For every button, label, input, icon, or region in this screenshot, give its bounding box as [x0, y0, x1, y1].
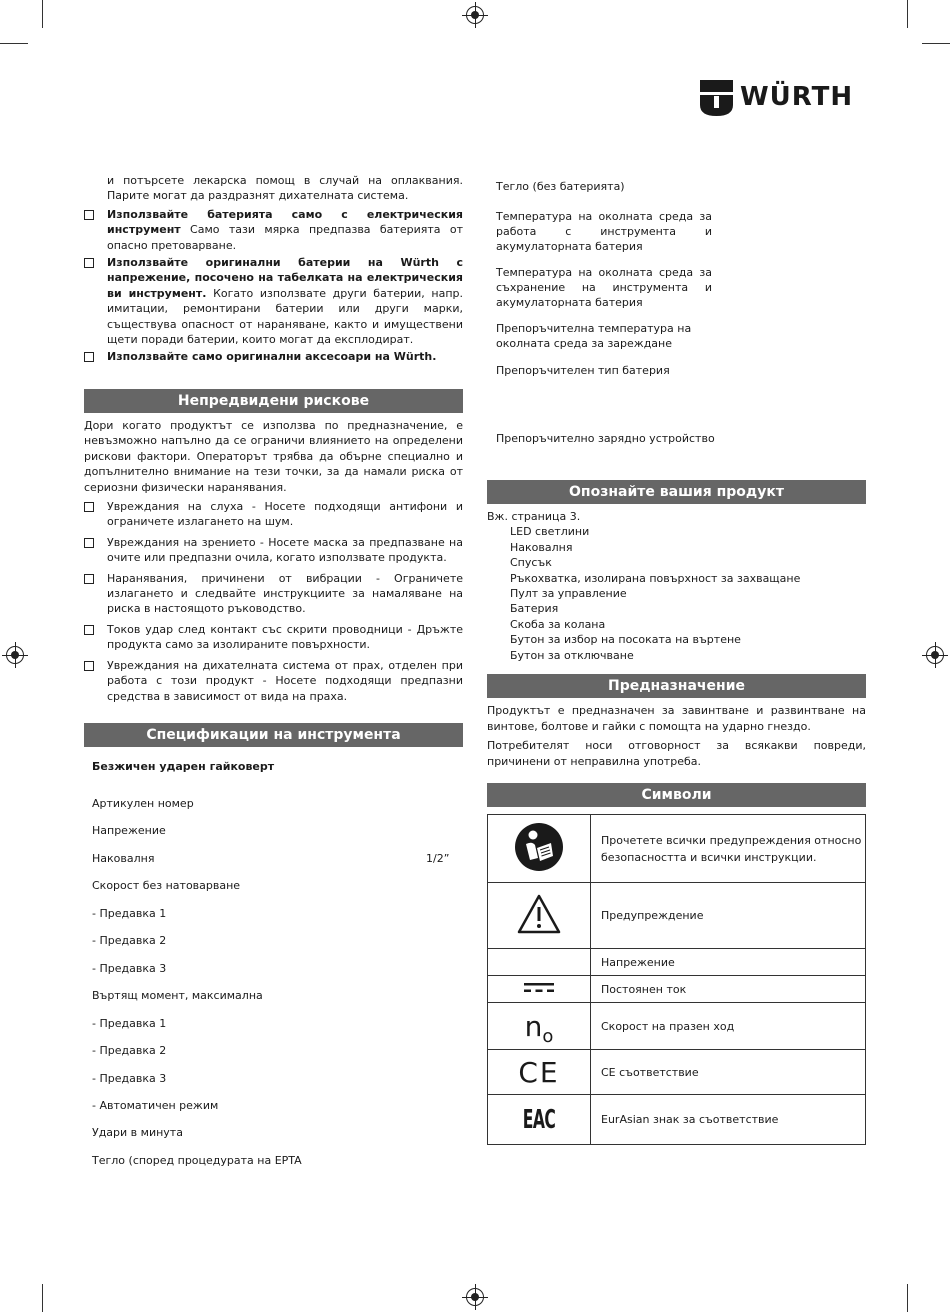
registration-mark-icon: [466, 6, 484, 24]
symbol-glyph: EAC: [522, 1104, 556, 1135]
wurth-emblem-icon: [700, 80, 733, 116]
spec-label: - Предавка 1: [92, 1017, 167, 1030]
spec-label: Удари в минута: [92, 1126, 183, 1139]
symbols-table: [487, 814, 866, 1145]
symbol-description: CE съответствие: [591, 1050, 866, 1095]
spec-label: Температура на околната среда за съхранение на инструмента и акумулаторната батерия: [496, 266, 712, 309]
crop-mark: [0, 43, 28, 44]
no-load-speed-icon: [488, 1003, 591, 1050]
crop-mark: [42, 1284, 43, 1312]
table-row: [488, 1050, 866, 1095]
symbol-description: Постоянен ток: [591, 976, 866, 1003]
spec-label: Скорост без натоварване: [92, 879, 241, 892]
know-section: [487, 509, 866, 663]
symbol-description: Напрежение: [591, 949, 866, 976]
page-reference: Вж. страница 3.: [487, 510, 581, 523]
item-bold: Използвайте оригинални батерии на Würth с напрежение, посочено на табелката на електрическия ви инструмент.: [107, 256, 463, 300]
item-text: Когато използвате други батерии, напр. имитации, ремонтирани батерии или други марки, съществува опасност от нараняване, както и имуществени щети поради батерии, които могат да експлодират.: [107, 286, 463, 347]
item-bold: Използвайте само оригинални аксесоари на Würth.: [107, 350, 437, 364]
purpose-paragraph: Потребителят носи отговорност за всякакви повреди, причинени от неправилна употреба.: [487, 739, 866, 768]
ce-mark-icon: [488, 1050, 591, 1095]
registration-mark-icon: [6, 646, 24, 664]
continued-paragraph: и потърсете лекарска помощ в случай на оплаквания. Парите могат да раздразнят дихателната система.: [107, 174, 463, 203]
checkbox-bullet-icon: [84, 352, 94, 362]
risk-item: [84, 535, 463, 566]
item-bold: Използвайте батерията само с електрическия инструмент: [107, 207, 463, 237]
list-item: Ръкохватка, изолирана повърхност за захващане: [510, 571, 801, 585]
list-item: Бутон за отключване: [510, 648, 634, 662]
risk-text: Токов удар след контакт със скрити проводници - Дръжте продукта само за изолираните повърхности.: [107, 622, 463, 652]
risk-item: [84, 499, 463, 530]
list-item: Пулт за управление: [510, 587, 627, 601]
crop-mark: [922, 43, 950, 44]
spec-label: - Предавка 2: [92, 934, 167, 947]
risk-item: [84, 658, 463, 704]
spec-label: Препоръчително зарядно устройство: [496, 432, 715, 445]
crop-mark: [42, 0, 43, 28]
checkbox-bullet-icon: [84, 538, 94, 548]
table-row: [488, 1095, 866, 1145]
brand-name: WÜRTH: [740, 82, 854, 112]
spec-label: - Предавка 3: [92, 1072, 167, 1085]
read-manual-icon: [488, 815, 591, 883]
list-item: [84, 349, 463, 364]
registration-mark-icon: [926, 646, 944, 664]
section-heading-purpose: Предназначение: [487, 674, 866, 698]
risk-text: Увреждания на дихателната система от прах, отделен при работа с този продукт - Носете подходящи предпазни средства в зависимост от вида на праха.: [107, 658, 463, 703]
item-text: Само тази мярка предпазва батерията от опасно претоварване.: [107, 223, 463, 252]
list-item: [84, 255, 463, 347]
risk-text: Увреждания на слуха - Носете подходящи антифони и ограничете излагането на шум.: [107, 500, 463, 529]
spec-label: Въртящ момент, максимална: [92, 989, 263, 1002]
list-item: Батерия: [510, 602, 559, 616]
checkbox-bullet-icon: [84, 574, 94, 584]
empty-symbol-cell: [488, 949, 591, 976]
checkbox-bullet-icon: [84, 258, 94, 268]
specs-subtitle: Безжичен ударен гайковерт: [92, 760, 275, 773]
symbol-subscript: o: [542, 1025, 554, 1047]
checkbox-bullet-icon: [84, 502, 94, 512]
list-item: LED светлини: [510, 525, 590, 539]
risks-intro: Дори когато продуктът се използва по предназначение, е невъзможно напълно да се ограничи влиянието на определени рискови фактори. Операторът трябва да обърне специално и допълнително внимание на тези точки, за да намали риска от сериозни физически наранявания.: [84, 419, 463, 494]
checkbox-bullet-icon: [84, 661, 94, 671]
direct-current-icon: [488, 976, 591, 1003]
section-heading-specs: Спецификации на инструмента: [84, 723, 463, 747]
symbol-description: Предупреждение: [591, 883, 866, 949]
spec-label: - Предавка 1: [92, 907, 167, 920]
risk-item: [84, 622, 463, 653]
purpose-paragraph: Продуктът е предназначен за завинтване и развинтване на винтове, болтове и гайки с помощта на ударно гнездо.: [487, 704, 866, 733]
risks-section: [84, 418, 463, 709]
spec-label: - Предавка 3: [92, 962, 167, 975]
spec-label: Напрежение: [92, 824, 166, 837]
spec-label: Тегло (според процедурата на EPTA: [92, 1154, 302, 1167]
parts-list: [487, 524, 866, 663]
purpose-section: [487, 703, 866, 770]
list-item: Бутон за избор на посоката на въртене: [510, 633, 741, 647]
spec-label: Тегло (без батерията): [496, 180, 625, 193]
symbol-description: Прочетете всички предупреждения относно безопасността и всички инструкции.: [591, 815, 866, 883]
left-top-text: [84, 173, 463, 367]
symbol-description: EurAsian знак за съответствие: [591, 1095, 866, 1145]
registration-mark-icon: [466, 1288, 484, 1306]
section-heading-know: Опознайте вашия продукт: [487, 480, 866, 504]
spec-value: 1/2”: [426, 852, 450, 865]
spec-label: Препоръчителна температура на околната среда за зареждане: [496, 322, 692, 350]
symbol-description: Скорост на празен ход: [591, 1003, 866, 1050]
spec-label: - Предавка 2: [92, 1044, 167, 1057]
table-row: [488, 815, 866, 883]
crop-mark: [907, 0, 908, 28]
risk-item: [84, 571, 463, 617]
risk-text: Наранявания, причинени от вибрации - Ограничете излагането и следвайте инструкциите за намаляване на риска в настоящото ръководство.: [107, 571, 463, 616]
spec-label: Наковалня: [92, 852, 155, 865]
spec-label: Артикулен номер: [92, 797, 194, 810]
table-row: [488, 1003, 866, 1050]
symbol-glyph: CE: [518, 1055, 560, 1089]
checkbox-bullet-icon: [84, 625, 94, 635]
symbol-glyph: n: [524, 1009, 543, 1043]
warning-icon: [488, 883, 591, 949]
table-row: [488, 949, 866, 976]
checkbox-bullet-icon: [84, 210, 94, 220]
table-row: [488, 883, 866, 949]
list-item: [84, 207, 463, 253]
spec-label: - Автоматичен режим: [92, 1099, 219, 1112]
eac-mark-icon: [488, 1095, 591, 1145]
crop-mark: [907, 1284, 908, 1312]
table-row: [488, 976, 866, 1003]
section-heading-symbols: Символи: [487, 783, 866, 807]
list-item: Наковалня: [510, 540, 573, 554]
wurth-logo: [700, 80, 868, 116]
spec-label: Препоръчителен тип батерия: [496, 364, 670, 377]
section-heading-risks: Непредвидени рискове: [84, 389, 463, 413]
spec-label: Температура на околната среда за работа с инструмента и акумулаторната батерия: [496, 210, 712, 253]
list-item: Скоба за колана: [510, 617, 606, 631]
list-item: Спусък: [510, 556, 552, 570]
risk-text: Увреждания на зрението - Носете маска за предпазване на очите или предпазни очила, когато използвате продукта.: [107, 535, 463, 565]
